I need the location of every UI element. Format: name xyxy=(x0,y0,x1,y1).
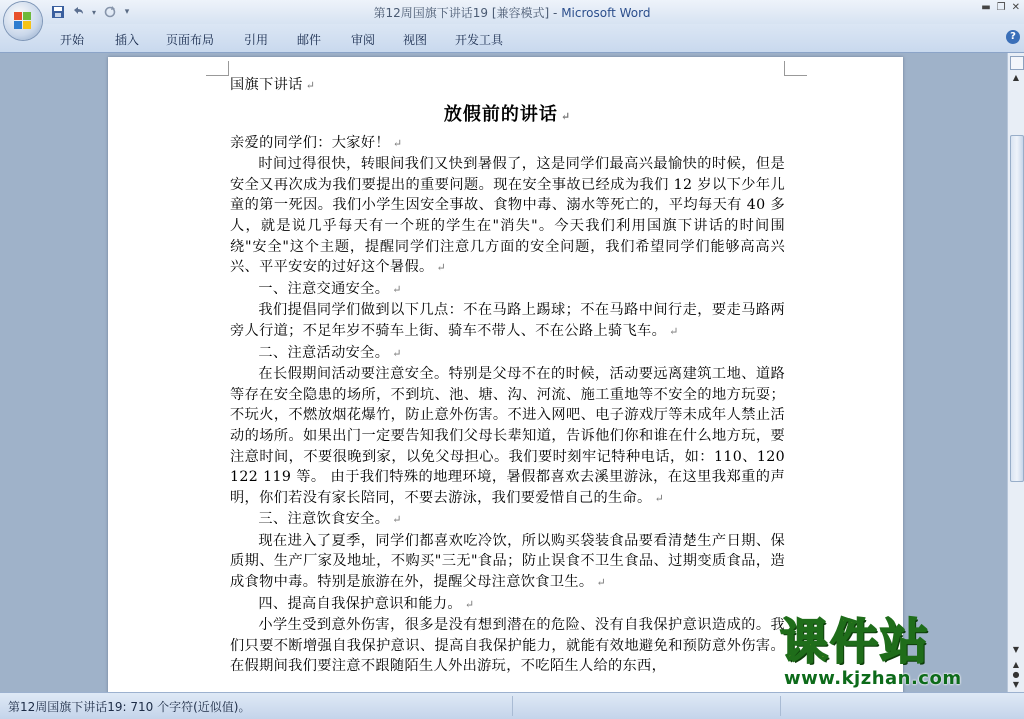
status-bar xyxy=(0,692,1024,719)
office-button[interactable] xyxy=(4,2,42,40)
page-header-text: 国旗下讲话 ↵ xyxy=(230,77,316,93)
paragraph-mark-icon: ↵ xyxy=(436,261,447,275)
paragraph-text: 现在进入了夏季，同学们都喜欢吃冷饮，所以购买袋装食品要看清楚生产日期、保质期、生产厂家及地址，不购买"三无"食品；防止误食不卫生食品、过期变质食品，造成食物中毒。特别是旅游在外，提醒父母注意饮食卫生。 xyxy=(230,532,785,591)
status-separator xyxy=(780,696,781,716)
restore-icon[interactable]: ❐ xyxy=(996,2,1006,13)
paragraph xyxy=(230,531,785,594)
paragraph-mark-icon: ↵ xyxy=(669,324,679,338)
tab-mailings[interactable]: 邮件 xyxy=(297,33,322,47)
status-separator xyxy=(512,696,513,716)
paragraph-text: 二、注意活动安全。 xyxy=(258,344,390,361)
tab-home[interactable]: 开始 xyxy=(60,33,85,47)
help-icon[interactable]: ? xyxy=(1006,30,1020,44)
paragraph xyxy=(230,279,785,301)
document-page[interactable] xyxy=(108,57,903,692)
previous-page-icon[interactable]: ▲ xyxy=(1012,660,1020,669)
title-bar xyxy=(0,0,1024,24)
paragraph-mark-icon: ↵ xyxy=(392,346,402,360)
ribbon-tab-bar xyxy=(0,24,1024,53)
tab-review[interactable]: 审阅 xyxy=(351,33,376,47)
tab-insert[interactable]: 插入 xyxy=(115,33,140,47)
margin-corner-top-right xyxy=(784,61,807,76)
scroll-thumb[interactable] xyxy=(1010,135,1024,482)
paragraph-text: 我们提倡同学们做到以下几点：不在马路上踢球；不在马路中间行走，要走马路两旁人行道；不足年岁不骑车上街、骑车不带人、不在公路上骑飞车。 xyxy=(230,302,785,339)
close-icon[interactable]: ✕ xyxy=(1011,2,1020,13)
paragraph xyxy=(230,364,785,509)
paragraph xyxy=(230,154,785,279)
paragraph xyxy=(230,615,785,677)
paragraph-text: 在长假期间活动要注意安全。特别是父母不在的时候，活动要远离建筑工地、道路等存在安全隐患的场所，不到坑、池、塘、沟、河流、施工重地等不安全的地方玩耍；不玩火，不燃放烟花爆竹，防止意外伤害。不进入网吧、电子游戏厅等未成年人禁止活动的场所。如果出门一定要告知我们父母长辈知道，告诉他们你和谁在什么地方玩，要注意时间，不要很晚到家，以免父母担心。我们要时刻牢记特种电话，如：110、120 122 119 等。 由于我们特殊的地理环境，暑假都喜欢去溪里游泳，在这里我郑重的声明，你们若没有家长陪同，不要去游泳，我们要爱惜自己的生命。 xyxy=(230,366,785,506)
paragraph-mark-icon: ↵ xyxy=(392,136,403,150)
paragraph xyxy=(230,300,785,342)
paragraph xyxy=(230,509,785,531)
watermark xyxy=(780,614,1004,694)
select-browse-object-icon[interactable]: ● xyxy=(1012,670,1020,679)
document-area xyxy=(0,53,1007,692)
window-title xyxy=(0,4,1024,21)
document-name: 第12周国旗下讲话19 [兼容模式] - xyxy=(373,6,562,20)
document-title: 放假前的讲话 ↵ xyxy=(443,103,572,125)
minimize-icon[interactable]: ▬ xyxy=(981,2,991,13)
tab-page-layout[interactable]: 页面布局 xyxy=(166,33,215,47)
paragraph-text: 时间过得很快，转眼间我们又快到暑假了，这是同学们最高兴最愉快的时候，但是安全又再次成为我们要提出的重要问题。现在安全事故已经成为我们 12 岁以下少年儿童的第一死因。我们小学生因安全事故、食物中毒、溺水等死亡的，平均每天有 40 多人，就是说几乎每天有一个班的学生在"消失"。今天我们利用国旗下讲话的时间围绕"安全"这个主题，提醒同学们注意几方面的安全问题，我们希望同学们能够高高兴兴、平平安安的过好这个暑假。 xyxy=(230,156,785,276)
paragraph-text: 小学生受到意外伤害，很多是没有想到潜在的危险、没有自我保护意识造成的。我们只要不断增强自我保护意识、提高自我保护能力，就能有效地避免和预防意外伤害。在假期间我们要注意不跟随陌生人外出游玩，不吃陌生人给的东西， xyxy=(230,617,785,675)
tab-references[interactable]: 引用 xyxy=(244,33,269,47)
word-count-status[interactable]: 第12周国旗下讲话19: 710 个字符(近似值)。 xyxy=(8,700,251,714)
vertical-scrollbar[interactable] xyxy=(1007,53,1024,692)
next-page-icon[interactable]: ▼ xyxy=(1012,680,1020,689)
app-name: Microsoft Word xyxy=(561,6,651,20)
paragraph-text: 三、注意饮食安全。 xyxy=(258,511,390,528)
paragraph-text: 一、注意交通安全。 xyxy=(258,280,390,297)
margin-corner-top-left xyxy=(206,61,229,76)
watermark-url: www.kjzhan.com xyxy=(784,668,962,689)
view-ruler-icon[interactable] xyxy=(1010,56,1024,70)
paragraph xyxy=(230,133,785,155)
paragraph-mark-icon: ↵ xyxy=(654,491,665,505)
paragraph-mark-icon: ↵ xyxy=(392,282,402,296)
paragraph xyxy=(230,594,785,616)
tab-developer[interactable]: 开发工具 xyxy=(455,33,504,47)
undo-dropdown-icon[interactable]: ▾ xyxy=(91,7,96,17)
paragraph xyxy=(230,343,785,365)
tab-view[interactable]: 视图 xyxy=(403,33,428,47)
paragraph-mark-icon: ↵ xyxy=(596,576,607,590)
paragraph-mark-icon: ↵ xyxy=(392,513,402,527)
document-body[interactable] xyxy=(230,75,785,677)
scroll-up-icon[interactable]: ▲ xyxy=(1012,73,1020,82)
scroll-down-icon[interactable]: ▼ xyxy=(1012,645,1020,654)
watermark-logo: 课件站 xyxy=(780,614,931,670)
window-controls xyxy=(981,2,1020,13)
paragraph-text: 亲爱的同学们：大家好！ xyxy=(230,134,390,151)
paragraph-mark-icon: ↵ xyxy=(464,597,475,611)
customize-toolbar-icon[interactable]: ▾ xyxy=(124,7,130,17)
paragraph-text: 四、提高自我保护意识和能力。 xyxy=(258,595,462,612)
office-logo-icon xyxy=(14,12,32,30)
paragraph-list xyxy=(230,133,785,677)
